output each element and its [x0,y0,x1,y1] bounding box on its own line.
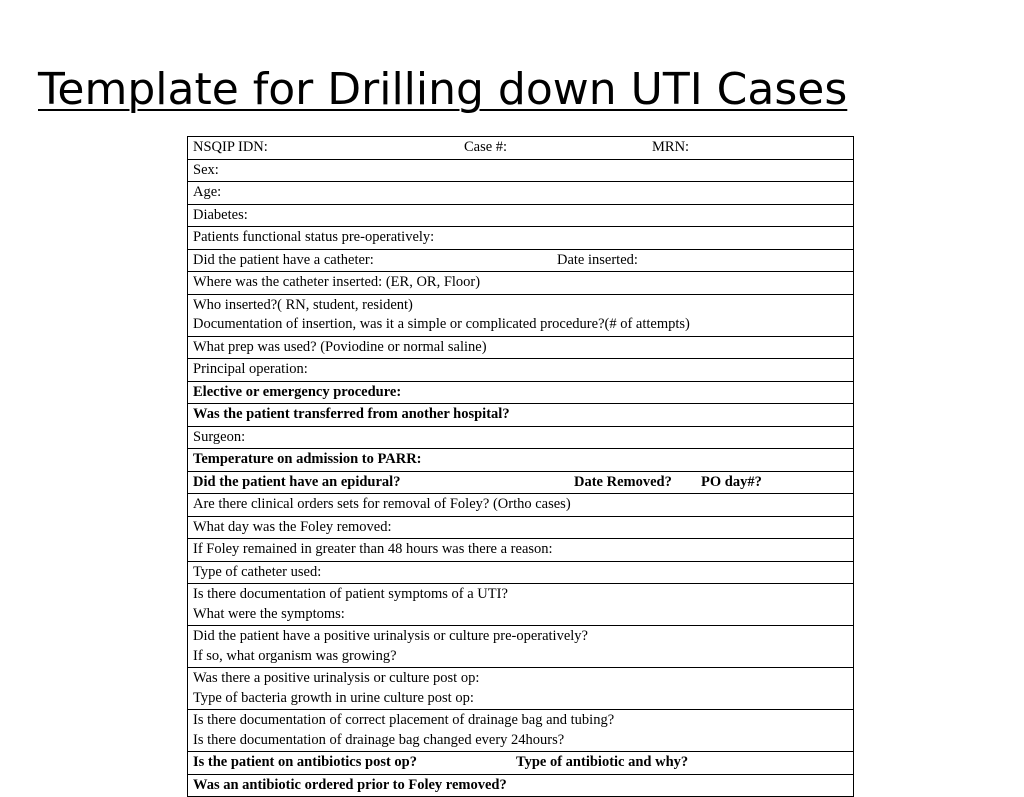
form-cell [188,404,854,427]
field-label: Diabetes: [193,206,248,223]
slide-title: Template for Drilling down UTI Cases [38,64,848,115]
field-label: Was an antibiotic ordered prior to Foley removed? [193,776,507,793]
form-row [188,336,854,359]
form-line [193,776,848,796]
form-cell [188,227,854,250]
field-label: What day was the Foley removed: [193,518,392,535]
field-label: Principal operation: [193,361,308,377]
form-row [188,159,854,182]
form-cell [188,159,854,182]
field-label: What prep was used? (Poviodine or normal saline) [193,338,487,355]
form-row [188,584,854,626]
form-line [193,428,848,448]
field-label: Patients functional status pre-operatively: [193,229,435,245]
form-cell [188,561,854,584]
field-label: Is there documentation of patient symptoms of a UTI? [193,586,508,602]
form-cell [188,359,854,382]
field-label: Documentation of insertion, was it a simple or complicated procedure?(# of attempts) [193,316,690,332]
field-label: Temperature on admission to PARR: [193,451,422,467]
form-cell [188,516,854,539]
form-line [193,518,848,538]
field-label: Case #: [464,139,508,155]
form-cell [188,752,854,775]
field-label: PO day#? [701,473,762,490]
field-label: MRN: [652,139,690,155]
form-line [193,563,848,583]
form-row [188,137,854,160]
form-line [193,540,848,560]
form-cell [188,137,854,160]
form-line [193,405,848,425]
form-row [188,204,854,227]
form-line [193,273,848,293]
form-line [193,183,848,203]
form-line [193,251,848,271]
field-label: Did the patient have a positive urinalysis or culture pre-operatively? [193,628,588,644]
form-cell [188,471,854,494]
form-row [188,404,854,427]
form-line [193,450,848,470]
form-line [193,711,848,731]
field-label: Did the patient have a catheter: [193,251,374,268]
form-row [188,381,854,404]
form-line [193,360,848,380]
form-body [188,137,854,797]
field-label: Elective or emergency procedure: [193,383,402,400]
field-label: NSQIP IDN: [193,139,268,155]
form-row [188,774,854,797]
form-row [188,272,854,295]
form-cell [188,774,854,797]
form-cell [188,449,854,472]
form-cell [188,272,854,295]
form-line [193,161,848,181]
form-row [188,626,854,668]
form-cell [188,494,854,517]
field-label: Are there clinical orders sets for removal of Foley? (Ortho cases) [193,496,571,512]
field-label: Is there documentation of correct placement of drainage bag and tubing? [193,712,615,728]
form-row [188,516,854,539]
form-line [193,338,848,358]
form-row [188,426,854,449]
form-row [188,561,854,584]
form-cell [188,710,854,752]
form-line [193,138,848,158]
field-label: If Foley remained in greater than 48 hours was there a reason: [193,541,553,557]
form-cell [188,249,854,272]
field-label: Was there a positive urinalysis or culture post op: [193,670,480,686]
form-cell [188,668,854,710]
form-row [188,182,854,205]
form-row [188,294,854,336]
form-line [193,753,848,773]
field-label: Type of antibiotic and why? [516,754,689,770]
form-line [193,315,848,335]
form-line [193,731,848,751]
form-line [193,495,848,515]
form-row [188,359,854,382]
form-line [193,383,848,403]
field-label: Was the patient transferred from another hospital? [193,406,510,422]
form-line [193,605,848,625]
field-label: What were the symptoms: [193,605,345,622]
form-line [193,627,848,647]
form-cell [188,336,854,359]
field-label: Surgeon: [193,428,246,445]
form-row [188,449,854,472]
form-cell [188,584,854,626]
field-label: If so, what organism was growing? [193,647,397,664]
form-line [193,296,848,316]
field-label: Age: [193,184,222,200]
field-label: Sex: [193,161,219,178]
form-cell [188,182,854,205]
form-row [188,471,854,494]
field-label: Where was the catheter inserted: (ER, OR, Floor) [193,274,481,290]
form-row [188,227,854,250]
field-label: Type of catheter used: [193,563,322,580]
form-line [193,473,848,493]
form-line [193,689,848,709]
form-line [193,228,848,248]
field-label: Who inserted?( RN, student, resident) [193,296,413,313]
form-line [193,585,848,605]
field-label: Type of bacteria growth in urine culture post op: [193,689,474,706]
form-row [188,668,854,710]
field-label: Is the patient on antibiotics post op? [193,754,417,770]
field-label: Date inserted: [557,251,638,268]
field-label: Date Removed? [574,473,672,490]
form-row [188,752,854,775]
form-cell [188,626,854,668]
field-label: Did the patient have an epidural? [193,473,401,490]
form-cell [188,294,854,336]
form-row [188,249,854,272]
form-row [188,710,854,752]
form-line [193,206,848,226]
form-cell [188,381,854,404]
form-cell [188,426,854,449]
form-row [188,494,854,517]
form-line [193,669,848,689]
form-cell [188,539,854,562]
field-label: Is there documentation of drainage bag changed every 24hours? [193,731,565,748]
form-line [193,647,848,667]
form-row [188,539,854,562]
form-cell [188,204,854,227]
uti-case-form-table [187,136,854,797]
